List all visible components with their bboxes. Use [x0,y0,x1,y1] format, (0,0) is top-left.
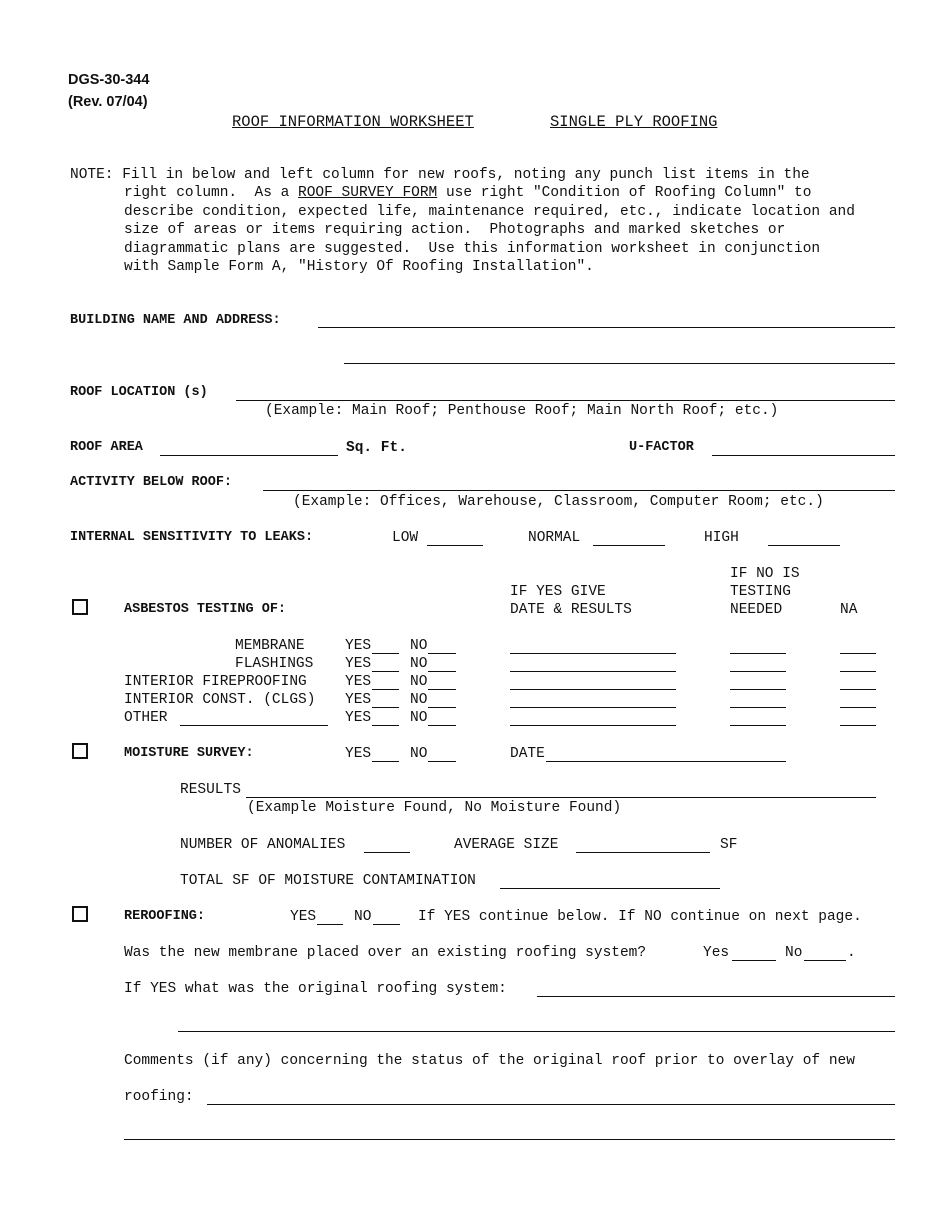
moisture-yes-label: YES [345,746,372,762]
asbestos-no-label: NO [410,692,428,708]
results-field[interactable] [246,797,876,798]
col-no-heading-3: NEEDED [730,602,783,618]
asbestos-no-label: NO [410,656,428,672]
moisture-label: MOISTURE SURVEY: [124,746,254,761]
flashings-na-field[interactable] [840,671,876,672]
asbestos-checkbox[interactable] [72,599,88,615]
comments-field[interactable] [207,1104,895,1105]
reroofing-yes-label: YES [290,909,317,925]
other-na-field[interactable] [840,725,876,726]
fireproofing-date-results-field[interactable] [510,689,676,690]
roof-survey-form-text: ROOF SURVEY FORM [298,185,438,202]
reroofing-yes-field[interactable] [317,924,343,925]
flashings-testing-needed-field[interactable] [730,671,786,672]
title-left: ROOF INFORMATION WORKSHEET [232,113,474,131]
fireproofing-no-field[interactable] [428,689,456,690]
results-label: RESULTS [180,782,241,798]
asbestos-yes-label: YES [345,692,372,708]
interior-const-date-results-field[interactable] [510,707,676,708]
note-paragraph [70,166,900,276]
u-factor-field[interactable] [712,455,895,456]
note-line-4: size of areas or items requiring action. Photographs and marked sketches or [124,222,786,239]
other-testing-needed-field[interactable] [730,725,786,726]
asbestos-no-label: NO [410,638,428,654]
fireproofing-yes-field[interactable] [372,689,399,690]
note-line-6: with Sample Form A, "History Of Roofing Installation". [124,259,594,276]
interior-const-no-field[interactable] [428,707,456,708]
asbestos-item-flashings: FLASHINGS [235,656,314,672]
u-factor-label: U-FACTOR [629,440,694,455]
asbestos-yes-label: YES [345,710,372,726]
building-label: BUILDING NAME AND ADDRESS: [70,313,281,328]
reroofing-checkbox[interactable] [72,906,88,922]
original-system-label: If YES what was the original roofing system: [124,981,507,997]
activity-label: ACTIVITY BELOW ROOF: [70,475,233,490]
asbestos-yes-label: YES [345,674,372,690]
col-no-heading-1: IF NO IS [730,566,800,582]
asbestos-item-other: OTHER [124,710,168,726]
sensitivity-normal-field[interactable] [593,545,665,546]
roof-area-field[interactable] [160,455,338,456]
avg-size-label: AVERAGE SIZE [454,837,559,853]
flashings-no-field[interactable] [428,671,456,672]
total-sf-field[interactable] [500,888,720,889]
other-no-field[interactable] [428,725,456,726]
fireproofing-testing-needed-field[interactable] [730,689,786,690]
note-line-2: right column. As a ROOF SURVEY FORM use right "Condition of Roofing Column" to [124,185,812,202]
title-right: SINGLE PLY ROOFING [550,113,718,131]
reroofing-no-label: NO [354,909,372,925]
roof-area-unit: Sq. Ft. [346,440,407,456]
question-yes-label: Yes [703,945,730,961]
note-line-1: NOTE: Fill in below and left column for new roofs, noting any punch list items in the [70,167,810,183]
anomalies-field[interactable] [364,852,410,853]
interior-const-yes-field[interactable] [372,707,399,708]
sf-label: SF [720,837,738,853]
asbestos-item-interior-const: INTERIOR CONST. (CLGS) [124,692,316,708]
asbestos-item-fireproofing: INTERIOR FIREPROOFING [124,674,307,690]
activity-example: (Example: Offices, Warehouse, Classroom, Computer Room; etc.) [293,494,824,510]
membrane-no-field[interactable] [428,653,456,654]
flashings-yes-field[interactable] [372,671,399,672]
sensitivity-normal-label: NORMAL [528,530,581,546]
membrane-testing-needed-field[interactable] [730,653,786,654]
question-yes-field[interactable] [732,960,776,961]
question-no-field[interactable] [804,960,846,961]
building-name-field[interactable] [318,327,895,328]
membrane-na-field[interactable] [840,653,876,654]
activity-field[interactable] [263,490,895,491]
fireproofing-na-field[interactable] [840,689,876,690]
roof-area-label: ROOF AREA [70,440,143,455]
reroofing-label: REROOFING: [124,909,206,924]
original-system-field[interactable] [537,996,895,997]
roof-location-field[interactable] [236,400,895,401]
original-system-field-2[interactable] [178,1031,895,1032]
asbestos-label: ASBESTOS TESTING OF: [124,602,287,617]
note-line-5: diagrammatic plans are suggested. Use this information worksheet in conjunction [124,240,821,257]
form-revision: (Rev. 07/04) [68,94,148,110]
note-line-3: describe condition, expected life, maintenance required, etc., indicate location and [124,203,855,220]
sensitivity-label: INTERNAL SENSITIVITY TO LEAKS: [70,530,314,545]
sensitivity-high-field[interactable] [768,545,840,546]
roof-location-label: ROOF LOCATION (s) [70,385,208,400]
flashings-date-results-field[interactable] [510,671,676,672]
comments-line-1: Comments (if any) concerning the status of the original roof prior to overlay of new [124,1053,855,1069]
moisture-date-field[interactable] [546,761,786,762]
asbestos-yes-label: YES [345,656,372,672]
roof-location-example: (Example: Main Roof; Penthouse Roof; Main North Roof; etc.) [265,403,779,419]
moisture-checkbox[interactable] [72,743,88,759]
comments-field-2[interactable] [124,1139,895,1140]
total-sf-label: TOTAL SF OF MOISTURE CONTAMINATION [180,873,476,889]
membrane-date-results-field[interactable] [510,653,676,654]
col-no-heading-2: TESTING [730,584,791,600]
results-example: (Example Moisture Found, No Moisture Found) [247,800,622,816]
sensitivity-high-label: HIGH [704,530,739,546]
reroofing-no-field[interactable] [373,924,400,925]
col-yes-heading-2: DATE & RESULTS [510,602,632,618]
membrane-yes-field[interactable] [372,653,399,654]
form-number: DGS-30-344 [68,72,150,88]
question-no-label: No [785,945,803,961]
moisture-date-label: DATE [510,746,545,762]
col-na-heading: NA [840,602,858,618]
comments-line-2: roofing: [124,1089,194,1105]
building-address-field[interactable] [344,363,895,364]
reroofing-instruction: If YES continue below. If NO continue on next page. [418,909,862,925]
sensitivity-low-label: LOW [392,530,419,546]
membrane-question: Was the new membrane placed over an existing roofing system? [124,945,647,961]
moisture-no-label: NO [410,746,428,762]
asbestos-item-membrane: MEMBRANE [235,638,305,654]
interior-const-na-field[interactable] [840,707,876,708]
other-yes-field[interactable] [372,725,399,726]
anomalies-label: NUMBER OF ANOMALIES [180,837,346,853]
moisture-no-field[interactable] [428,761,456,762]
asbestos-no-label: NO [410,710,428,726]
col-yes-heading-1: IF YES GIVE [510,584,606,600]
other-description-field[interactable] [180,725,328,726]
other-date-results-field[interactable] [510,725,676,726]
question-period: . [847,945,856,961]
moisture-yes-field[interactable] [372,761,399,762]
interior-const-testing-needed-field[interactable] [730,707,786,708]
sensitivity-low-field[interactable] [427,545,483,546]
avg-size-field[interactable] [576,852,710,853]
asbestos-no-label: NO [410,674,428,690]
asbestos-yes-label: YES [345,638,372,654]
